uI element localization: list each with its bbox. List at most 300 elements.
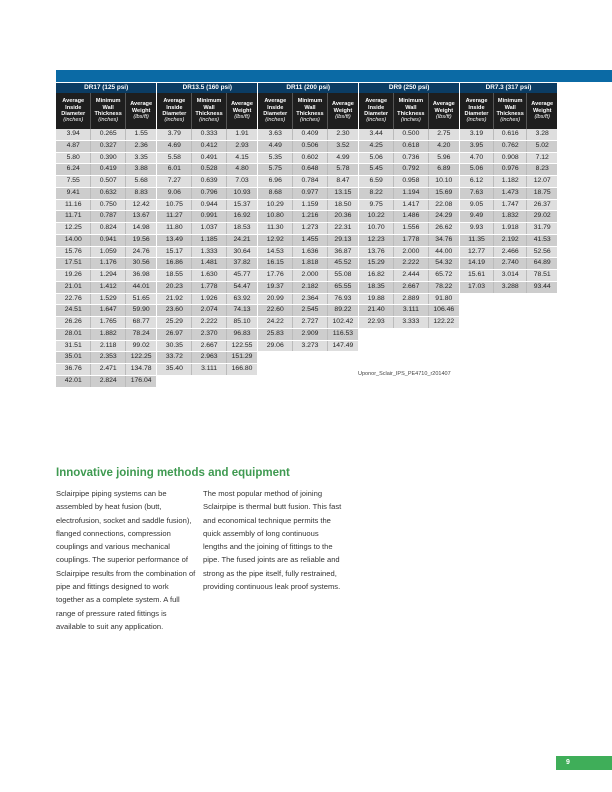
table-cell: 0.958 bbox=[394, 176, 428, 188]
empty-cell bbox=[394, 375, 428, 387]
table-cell: 0.616 bbox=[493, 129, 526, 140]
table-cell: 2.740 bbox=[493, 258, 526, 270]
table-cell: 64.89 bbox=[527, 258, 558, 270]
table-cell: 0.639 bbox=[192, 176, 226, 188]
table-row bbox=[56, 340, 558, 352]
table-cell: 26.37 bbox=[527, 199, 558, 211]
table-cell: 19.37 bbox=[258, 281, 293, 293]
table-cell: 3.95 bbox=[460, 140, 494, 152]
group-header: DR9 (250 psi) bbox=[359, 83, 460, 93]
column-header: Average Inside Diameter (inches) bbox=[157, 93, 192, 129]
empty-cell bbox=[460, 375, 494, 387]
table-cell: 0.648 bbox=[293, 164, 327, 176]
table-cell: 1.194 bbox=[394, 187, 428, 199]
table-cell: 0.762 bbox=[493, 140, 526, 152]
empty-cell bbox=[460, 340, 494, 352]
table-cell: 1.473 bbox=[493, 187, 526, 199]
table-cell: 16.15 bbox=[258, 258, 293, 270]
table-cell: 63.92 bbox=[226, 293, 257, 305]
table-cell: 106.46 bbox=[428, 305, 459, 317]
column-header: Average Weight (lbs/ft) bbox=[125, 93, 156, 129]
column-header: Average Inside Diameter (inches) bbox=[359, 93, 394, 129]
empty-cell bbox=[293, 375, 327, 387]
table-cell: 13.76 bbox=[359, 246, 394, 258]
table-cell: 99.02 bbox=[125, 340, 156, 352]
table-cell: 25.29 bbox=[157, 317, 192, 329]
table-cell: 25.83 bbox=[258, 328, 293, 340]
table-cell: 2.667 bbox=[394, 281, 428, 293]
table-cell: 2.93 bbox=[226, 140, 257, 152]
table-cell: 10.22 bbox=[359, 211, 394, 223]
table-row bbox=[56, 258, 558, 270]
table-cell: 91.80 bbox=[428, 293, 459, 305]
table-cell: 13.15 bbox=[327, 187, 358, 199]
table-cell: 122.22 bbox=[428, 317, 459, 329]
table-cell: 2.370 bbox=[192, 328, 226, 340]
table-cell: 2.471 bbox=[91, 364, 125, 376]
table-cell: 96.83 bbox=[226, 328, 257, 340]
table-cell: 122.55 bbox=[226, 340, 257, 352]
table-cell: 65.55 bbox=[327, 281, 358, 293]
table-cell: 15.29 bbox=[359, 258, 394, 270]
table-cell: 3.19 bbox=[460, 129, 494, 140]
table-cell: 1.529 bbox=[91, 293, 125, 305]
empty-cell bbox=[157, 375, 192, 387]
table-cell: 0.618 bbox=[394, 140, 428, 152]
table-cell: 0.419 bbox=[91, 164, 125, 176]
table-cell: 102.42 bbox=[327, 317, 358, 329]
table-cell: 2.364 bbox=[293, 293, 327, 305]
table-cell: 15.76 bbox=[56, 246, 91, 258]
table-cell: 6.89 bbox=[428, 164, 459, 176]
table-cell: 31.79 bbox=[527, 223, 558, 235]
empty-cell bbox=[327, 352, 358, 364]
table-cell: 12.92 bbox=[258, 234, 293, 246]
table-cell: 93.44 bbox=[527, 281, 558, 293]
table-cell: 76.93 bbox=[327, 293, 358, 305]
table-cell: 2.963 bbox=[192, 352, 226, 364]
table-cell: 5.58 bbox=[157, 152, 192, 164]
table-cell: 0.632 bbox=[91, 187, 125, 199]
table-cell: 78.22 bbox=[428, 281, 459, 293]
table-cell: 29.13 bbox=[327, 234, 358, 246]
table-cell: 30.56 bbox=[125, 258, 156, 270]
empty-cell bbox=[293, 352, 327, 364]
table-cell: 7.27 bbox=[157, 176, 192, 188]
table-cell: 7.12 bbox=[527, 152, 558, 164]
table-cell: 5.68 bbox=[125, 176, 156, 188]
table-cell: 41.53 bbox=[527, 234, 558, 246]
table-cell: 7.63 bbox=[460, 187, 494, 199]
table-cell: 7.03 bbox=[226, 176, 257, 188]
column-header: Average Weight (lbs/ft) bbox=[527, 93, 558, 129]
table-cell: 54.32 bbox=[428, 258, 459, 270]
table-cell: 2.182 bbox=[293, 281, 327, 293]
table-cell: 45.52 bbox=[327, 258, 358, 270]
table-cell: 24.29 bbox=[428, 211, 459, 223]
table-cell: 0.333 bbox=[192, 129, 226, 140]
table-cell: 3.014 bbox=[493, 270, 526, 282]
table-cell: 33.72 bbox=[157, 352, 192, 364]
table-cell: 4.80 bbox=[226, 164, 257, 176]
table-cell: 3.333 bbox=[394, 317, 428, 329]
table-cell: 44.00 bbox=[428, 246, 459, 258]
table-cell: 1.037 bbox=[192, 223, 226, 235]
table-cell: 78.24 bbox=[125, 328, 156, 340]
table-cell: 1.455 bbox=[293, 234, 327, 246]
table-cell: 22.76 bbox=[56, 293, 91, 305]
table-cell: 2.000 bbox=[394, 246, 428, 258]
empty-cell bbox=[428, 340, 459, 352]
table-cell: 74.13 bbox=[226, 305, 257, 317]
table-cell: 29.02 bbox=[527, 211, 558, 223]
table-cell: 3.111 bbox=[192, 364, 226, 376]
table-cell: 14.98 bbox=[125, 223, 156, 235]
empty-cell bbox=[493, 305, 526, 317]
table-cell: 8.23 bbox=[527, 164, 558, 176]
table-cell: 3.273 bbox=[293, 340, 327, 352]
table-cell: 22.08 bbox=[428, 199, 459, 211]
table-cell: 26.26 bbox=[56, 317, 91, 329]
table-cell: 15.17 bbox=[157, 246, 192, 258]
table-row bbox=[56, 129, 558, 140]
empty-cell bbox=[359, 375, 394, 387]
table-cell: 0.792 bbox=[394, 164, 428, 176]
table-body bbox=[56, 129, 558, 387]
empty-cell bbox=[460, 328, 494, 340]
table-row bbox=[56, 352, 558, 364]
table-cell: 0.265 bbox=[91, 129, 125, 140]
table-cell: 26.62 bbox=[428, 223, 459, 235]
empty-cell bbox=[527, 305, 558, 317]
table-cell: 19.26 bbox=[56, 270, 91, 282]
table-cell: 166.80 bbox=[226, 364, 257, 376]
table-cell: 1.647 bbox=[91, 305, 125, 317]
table-cell: 10.75 bbox=[157, 199, 192, 211]
empty-cell bbox=[428, 352, 459, 364]
table-cell: 11.27 bbox=[157, 211, 192, 223]
table-top-bar bbox=[56, 70, 612, 82]
table-row bbox=[56, 164, 558, 176]
table-cell: 3.88 bbox=[125, 164, 156, 176]
table-cell: 0.787 bbox=[91, 211, 125, 223]
empty-cell bbox=[327, 364, 358, 376]
table-cell: 29.06 bbox=[258, 340, 293, 352]
table-cell: 3.288 bbox=[493, 281, 526, 293]
empty-cell bbox=[327, 375, 358, 387]
table-cell: 1.832 bbox=[493, 211, 526, 223]
table-cell: 20.23 bbox=[157, 281, 192, 293]
table-cell: 4.99 bbox=[327, 152, 358, 164]
table-cell: 44.01 bbox=[125, 281, 156, 293]
table-cell: 0.941 bbox=[91, 234, 125, 246]
table-cell: 1.778 bbox=[192, 281, 226, 293]
table-row bbox=[56, 293, 558, 305]
table-cell: 6.96 bbox=[258, 176, 293, 188]
table-cell: 18.53 bbox=[226, 223, 257, 235]
empty-cell bbox=[527, 317, 558, 329]
table-cell: 10.93 bbox=[226, 187, 257, 199]
table-cell: 11.30 bbox=[258, 223, 293, 235]
table-cell: 17.76 bbox=[258, 270, 293, 282]
table-cell: 65.72 bbox=[428, 270, 459, 282]
table-cell: 1.159 bbox=[293, 199, 327, 211]
table-cell: 1.926 bbox=[192, 293, 226, 305]
table-cell: 1.556 bbox=[394, 223, 428, 235]
empty-cell bbox=[428, 375, 459, 387]
table-cell: 68.77 bbox=[125, 317, 156, 329]
table-cell: 2.222 bbox=[394, 258, 428, 270]
table-cell: 7.55 bbox=[56, 176, 91, 188]
group-header: DR11 (200 psi) bbox=[258, 83, 359, 93]
column-header: Minimum Wall Thickness (inches) bbox=[91, 93, 125, 129]
table-cell: 35.01 bbox=[56, 352, 91, 364]
table-cell: 15.69 bbox=[428, 187, 459, 199]
table-cell: 12.42 bbox=[125, 199, 156, 211]
table-cell: 34.76 bbox=[428, 234, 459, 246]
table-cell: 4.49 bbox=[258, 140, 293, 152]
table-cell: 11.80 bbox=[157, 223, 192, 235]
table-cell: 11.71 bbox=[56, 211, 91, 223]
empty-cell bbox=[460, 364, 494, 376]
table-cell: 8.68 bbox=[258, 187, 293, 199]
table-cell: 5.78 bbox=[327, 164, 358, 176]
empty-cell bbox=[460, 293, 494, 305]
table-cell: 2.444 bbox=[394, 270, 428, 282]
table-cell: 24.21 bbox=[226, 234, 257, 246]
table-cell: 1.412 bbox=[91, 281, 125, 293]
table-cell: 3.28 bbox=[527, 129, 558, 140]
table-row bbox=[56, 328, 558, 340]
table-cell: 14.53 bbox=[258, 246, 293, 258]
table-cell: 12.23 bbox=[359, 234, 394, 246]
empty-cell bbox=[527, 352, 558, 364]
table-cell: 8.83 bbox=[125, 187, 156, 199]
empty-cell bbox=[258, 352, 293, 364]
table-cell: 1.778 bbox=[394, 234, 428, 246]
table-row bbox=[56, 187, 558, 199]
table-row bbox=[56, 246, 558, 258]
table-row bbox=[56, 152, 558, 164]
table-cell: 2.75 bbox=[428, 129, 459, 140]
table-cell: 3.52 bbox=[327, 140, 358, 152]
table-cell: 30.35 bbox=[157, 340, 192, 352]
table-row bbox=[56, 140, 558, 152]
table-cell: 5.02 bbox=[527, 140, 558, 152]
page-number: 9 bbox=[556, 756, 612, 770]
table-cell: 4.70 bbox=[460, 152, 494, 164]
table-cell: 1.486 bbox=[394, 211, 428, 223]
column-header: Minimum Wall Thickness (inches) bbox=[394, 93, 428, 129]
column-header: Minimum Wall Thickness (inches) bbox=[192, 93, 226, 129]
empty-cell bbox=[293, 364, 327, 376]
table-cell: 4.69 bbox=[157, 140, 192, 152]
table-cell: 0.908 bbox=[493, 152, 526, 164]
table-cell: 8.22 bbox=[359, 187, 394, 199]
table-cell: 4.25 bbox=[359, 140, 394, 152]
empty-cell bbox=[527, 293, 558, 305]
table-cell: 19.88 bbox=[359, 293, 394, 305]
table-cell: 22.31 bbox=[327, 223, 358, 235]
table-cell: 151.29 bbox=[226, 352, 257, 364]
empty-cell bbox=[394, 328, 428, 340]
empty-cell bbox=[493, 352, 526, 364]
empty-cell bbox=[428, 328, 459, 340]
table-cell: 1.294 bbox=[91, 270, 125, 282]
table-cell: 0.991 bbox=[192, 211, 226, 223]
table-cell: 4.20 bbox=[428, 140, 459, 152]
table-cell: 13.67 bbox=[125, 211, 156, 223]
column-header: Average Inside Diameter (inches) bbox=[460, 93, 494, 129]
table-cell: 2.727 bbox=[293, 317, 327, 329]
column-header: Minimum Wall Thickness (inches) bbox=[293, 93, 327, 129]
body-text-column-1: Sclairpipe piping systems can be assembled by heat fusion (butt, electrofusion, socket and saddle fusion), flanged connections, compression couplings and various mechanical couplings. The superior performance of Sclairpipe results from the combination of pipe and fittings designed to work together as a complete system. A full range of pressure rated fittings is available to suit any application. bbox=[56, 489, 196, 631]
table-cell: 17.03 bbox=[460, 281, 494, 293]
table-cell: 1.273 bbox=[293, 223, 327, 235]
body-text-column-2: The most popular method of joining Sclairpipe is thermal butt fusion. This fast and economical technique permits the quick assembly of long continuous lengths and the joining of fittings to the pipe. The fused joints are as reliable and strong as the pipe itself, fully restrained, providing continuous leak proof systems. bbox=[203, 489, 342, 592]
table-cell: 1.176 bbox=[91, 258, 125, 270]
table-cell: 10.70 bbox=[359, 223, 394, 235]
table-row bbox=[56, 317, 558, 329]
table-cell: 89.22 bbox=[327, 305, 358, 317]
table-cell: 2.466 bbox=[493, 246, 526, 258]
table-cell: 0.602 bbox=[293, 152, 327, 164]
table-cell: 1.059 bbox=[91, 246, 125, 258]
empty-cell bbox=[527, 375, 558, 387]
table-cell: 1.918 bbox=[493, 223, 526, 235]
table-cell: 4.87 bbox=[56, 140, 91, 152]
table-cell: 9.75 bbox=[359, 199, 394, 211]
table-cell: 1.630 bbox=[192, 270, 226, 282]
table-cell: 18.35 bbox=[359, 281, 394, 293]
empty-cell bbox=[493, 317, 526, 329]
table-row bbox=[56, 305, 558, 317]
table-cell: 0.736 bbox=[394, 152, 428, 164]
table-cell: 12.77 bbox=[460, 246, 494, 258]
empty-cell bbox=[359, 352, 394, 364]
table-cell: 6.24 bbox=[56, 164, 91, 176]
table-cell: 10.80 bbox=[258, 211, 293, 223]
table-cell: 18.50 bbox=[327, 199, 358, 211]
table-cell: 1.55 bbox=[125, 129, 156, 140]
empty-cell bbox=[527, 340, 558, 352]
table-cell: 2.000 bbox=[293, 270, 327, 282]
table-row bbox=[56, 281, 558, 293]
table-cell: 19.56 bbox=[125, 234, 156, 246]
table-cell: 2.353 bbox=[91, 352, 125, 364]
table-cell: 116.53 bbox=[327, 328, 358, 340]
table-cell: 5.06 bbox=[460, 164, 494, 176]
table-cell: 5.45 bbox=[359, 164, 394, 176]
table-cell: 45.77 bbox=[226, 270, 257, 282]
table-cell: 0.784 bbox=[293, 176, 327, 188]
table-row bbox=[56, 199, 558, 211]
table-cell: 1.417 bbox=[394, 199, 428, 211]
table-cell: 0.327 bbox=[91, 140, 125, 152]
table-cell: 78.51 bbox=[527, 270, 558, 282]
table-row bbox=[56, 211, 558, 223]
table-cell: 26.97 bbox=[157, 328, 192, 340]
table-cell: 11.35 bbox=[460, 234, 494, 246]
table-cell: 36.76 bbox=[56, 364, 91, 376]
group-header: DR7.3 (317 psi) bbox=[460, 83, 558, 93]
empty-cell bbox=[226, 375, 257, 387]
empty-cell bbox=[258, 375, 293, 387]
table-cell: 0.506 bbox=[293, 140, 327, 152]
column-header: Average Weight (lbs/ft) bbox=[327, 93, 358, 129]
empty-cell bbox=[394, 352, 428, 364]
table-cell: 18.75 bbox=[527, 187, 558, 199]
empty-cell bbox=[493, 375, 526, 387]
table-cell: 9.06 bbox=[157, 187, 192, 199]
table-cell: 24.51 bbox=[56, 305, 91, 317]
table-cell: 21.01 bbox=[56, 281, 91, 293]
column-header: Average Weight (lbs/ft) bbox=[428, 93, 459, 129]
column-header: Average Inside Diameter (inches) bbox=[56, 93, 91, 129]
table-cell: 11.16 bbox=[56, 199, 91, 211]
table-cell: 3.94 bbox=[56, 129, 91, 140]
empty-cell bbox=[460, 352, 494, 364]
table-cell: 3.79 bbox=[157, 129, 192, 140]
table-cell: 22.93 bbox=[359, 317, 394, 329]
table-cell: 0.796 bbox=[192, 187, 226, 199]
column-header: Average Weight (lbs/ft) bbox=[226, 93, 257, 129]
table-cell: 1.182 bbox=[493, 176, 526, 188]
table-cell: 21.40 bbox=[359, 305, 394, 317]
table-cell: 8.47 bbox=[327, 176, 358, 188]
table-cell: 147.49 bbox=[327, 340, 358, 352]
table-cell: 59.90 bbox=[125, 305, 156, 317]
table-cell: 23.60 bbox=[157, 305, 192, 317]
table-cell: 1.636 bbox=[293, 246, 327, 258]
table-row bbox=[56, 364, 558, 376]
empty-cell bbox=[258, 364, 293, 376]
table-cell: 17.51 bbox=[56, 258, 91, 270]
empty-cell bbox=[493, 364, 526, 376]
table-cell: 1.333 bbox=[192, 246, 226, 258]
table-cell: 1.185 bbox=[192, 234, 226, 246]
table-cell: 3.63 bbox=[258, 129, 293, 140]
table-cell: 0.412 bbox=[192, 140, 226, 152]
table-row bbox=[56, 176, 558, 188]
table-cell: 55.08 bbox=[327, 270, 358, 282]
empty-cell bbox=[359, 328, 394, 340]
table-cell: 1.882 bbox=[91, 328, 125, 340]
table-cell: 2.545 bbox=[293, 305, 327, 317]
empty-cell bbox=[460, 305, 494, 317]
table-cell: 2.30 bbox=[327, 129, 358, 140]
empty-cell bbox=[359, 340, 394, 352]
table-cell: 9.05 bbox=[460, 199, 494, 211]
table-caption: Uponor_Sclair_IPS_PE4710_r201407 bbox=[358, 371, 451, 377]
table-cell: 15.37 bbox=[226, 199, 257, 211]
table-cell: 30.64 bbox=[226, 246, 257, 258]
table-cell: 0.500 bbox=[394, 129, 428, 140]
table-cell: 5.75 bbox=[258, 164, 293, 176]
table-cell: 0.409 bbox=[293, 129, 327, 140]
table-cell: 0.977 bbox=[293, 187, 327, 199]
table-cell: 2.222 bbox=[192, 317, 226, 329]
table-row bbox=[56, 375, 558, 387]
table-cell: 22.60 bbox=[258, 305, 293, 317]
empty-cell bbox=[493, 340, 526, 352]
table-cell: 2.074 bbox=[192, 305, 226, 317]
table-cell: 2.909 bbox=[293, 328, 327, 340]
table-cell: 1.91 bbox=[226, 129, 257, 140]
pipe-dimensions-table bbox=[56, 83, 558, 388]
table-cell: 31.51 bbox=[56, 340, 91, 352]
table-cell: 0.750 bbox=[91, 199, 125, 211]
